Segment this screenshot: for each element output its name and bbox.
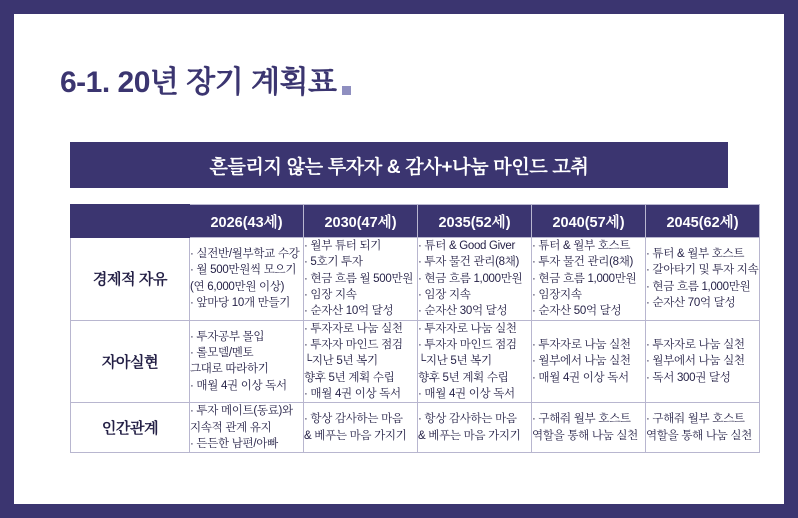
page-title: 6-1. 20년 장기 계획표 [60, 66, 337, 99]
cell-line: · 튜터 & 월부 호스트 [646, 248, 745, 261]
slide-title-row [60, 68, 351, 98]
cell-line: · 월부에서 나눔 실천 [646, 355, 745, 368]
cell-line: · 투자 물건 관리(8채) [418, 256, 520, 269]
cell-line: · 임장 지속 [304, 288, 357, 301]
table-cell [646, 238, 760, 321]
cell-line: · 매월 4권 이상 독서 [190, 379, 287, 392]
cell-line: · 현금 흐름 1,000만원 [532, 272, 637, 285]
table-cell [418, 403, 532, 453]
title-accent-dot [342, 86, 351, 95]
cell-line: · 투자자로 나눔 실천 [532, 338, 631, 351]
cell-line: · 현금 흐름 월 500만원 [304, 272, 414, 285]
cell-line: · 튜터 & Good Giver [418, 240, 516, 252]
cell-line: · 순자산 10억 달성 [304, 305, 394, 318]
cell-line: · 투자자로 나눔 실천 [304, 322, 403, 335]
cell-line: └지난 5년 복기 [418, 355, 492, 368]
column-header-2045: 2045(62세) [646, 205, 760, 238]
cell-line: · 독서 300권 달성 [646, 371, 731, 384]
table-cell [190, 320, 304, 403]
cell-line: 역할을 통해 나눔 실천 [646, 429, 752, 442]
cell-line: · 매월 4권 이상 독서 [418, 387, 515, 400]
banner [70, 142, 728, 188]
cell-line: 지속적 관계 유지 [190, 421, 272, 434]
cell-line: · 5호기 투자 [304, 256, 363, 269]
table-cell [646, 403, 760, 453]
cell-line: · 투자자 마인드 점검 [304, 338, 403, 351]
cell-line: · 매월 4권 이상 독서 [532, 371, 629, 384]
table-row [71, 238, 760, 321]
cell-line: · 구해줘 월부 호스트 [532, 413, 631, 426]
column-header-2030: 2030(47세) [304, 205, 418, 238]
table-cell [646, 320, 760, 403]
cell-line: · 든든한 남편/아빠 [190, 437, 278, 450]
cell-line: 향후 5년 계획 수립 [304, 371, 395, 384]
table-cell [532, 238, 646, 321]
cell-line: · 앞마당 10개 만들기 [190, 297, 291, 310]
table-cell [190, 403, 304, 453]
table-cell [304, 320, 418, 403]
cell-line: · 갈아타기 및 투자 지속 [646, 264, 759, 277]
cell-line: · 투자자로 나눔 실천 [646, 338, 745, 351]
cell-line: · 매월 4권 이상 독서 [304, 387, 401, 400]
cell-line: & 베푸는 마음 가지기 [418, 429, 521, 442]
header-corner [71, 205, 190, 238]
cell-line: · 항상 감사하는 마음 [418, 413, 517, 426]
cell-line: · 투자 물건 관리(8채) [532, 256, 634, 269]
table-row [71, 320, 760, 403]
table-cell [418, 238, 532, 321]
cell-line: └지난 5년 복기 [304, 355, 378, 368]
cell-line: · 투자자 마인드 점검 [418, 338, 517, 351]
cell-line: · 현금 흐름 1,000만원 [418, 272, 523, 285]
table-header-row [71, 205, 760, 238]
cell-line: · 월부에서 나눔 실천 [532, 355, 631, 368]
cell-line: · 튜터 & 월부 호스트 [532, 240, 631, 252]
cell-line: · 임장지속 [532, 288, 582, 301]
cell-line: 향후 5년 계획 수립 [418, 371, 509, 384]
cell-line: · 실전반/월부학교 수강 [190, 248, 300, 261]
cell-line: · 순자산 50억 달성 [532, 305, 622, 318]
cell-line: · 항상 감사하는 마음 [304, 413, 403, 426]
cell-line: 그대로 따라하기 [190, 363, 269, 376]
cell-line: · 월부 튜터 되기 [304, 240, 382, 252]
table-cell [304, 403, 418, 453]
plan-table [70, 204, 760, 453]
cell-line: · 투자공부 몰입 [190, 330, 265, 343]
row-label: 경제적 자유 [71, 238, 190, 321]
table-body [71, 238, 760, 453]
column-header-2026: 2026(43세) [190, 205, 304, 238]
cell-line: · 롤모델/멘토 [190, 347, 254, 360]
column-header-2040: 2040(57세) [532, 205, 646, 238]
table-cell [190, 238, 304, 321]
table-cell [532, 403, 646, 453]
cell-line: · 구해줘 월부 호스트 [646, 413, 745, 426]
row-label: 자아실현 [71, 320, 190, 403]
column-header-2035: 2035(52세) [418, 205, 532, 238]
banner-text: 흔들리지 않는 투자자 & 감사+나눔 마인드 고취 [209, 156, 589, 178]
slide-canvas [14, 14, 784, 504]
table-cell [304, 238, 418, 321]
row-label: 인간관계 [71, 403, 190, 453]
cell-line: (연 6,000만원 이상) [190, 280, 285, 293]
cell-line: · 임장 지속 [418, 288, 471, 301]
table-cell [532, 320, 646, 403]
cell-line: · 현금 흐름 1,000만원 [646, 280, 751, 293]
cell-line: · 투자자로 나눔 실천 [418, 322, 517, 335]
cell-line: · 순자산 30억 달성 [418, 305, 508, 318]
cell-line: & 베푸는 마음 가지기 [304, 429, 407, 442]
cell-line: · 월 500만원씩 모으기 [190, 264, 297, 277]
table-row [71, 403, 760, 453]
cell-line: · 투자 메이트(동료)와 [190, 405, 293, 418]
table-cell [418, 320, 532, 403]
cell-line: 역할을 통해 나눔 실천 [532, 429, 638, 442]
cell-line: · 순자산 70억 달성 [646, 297, 736, 310]
